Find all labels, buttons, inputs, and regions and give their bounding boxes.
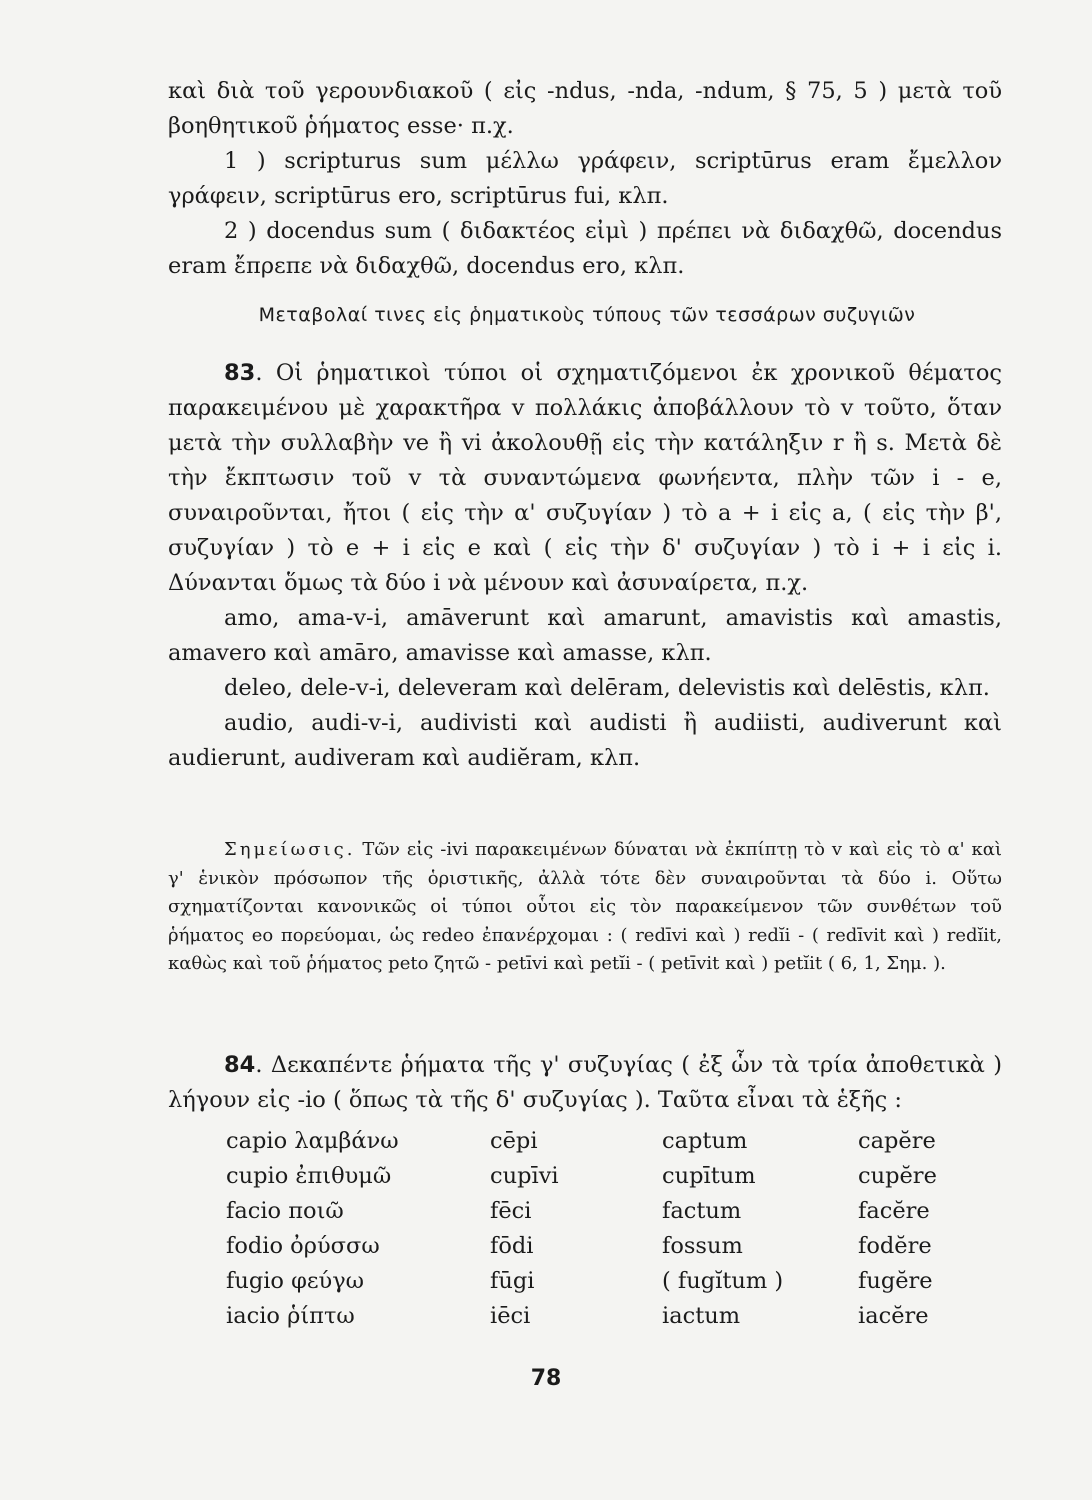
example-audio: audio, audi-v-i, audivisti καὶ audisti ἢ audiisti, audiverunt καὶ audierunt, audiveram καὶ audiĕram, κλπ. [168,710,1002,771]
verb-present: capio λαμβάνω [226,1128,399,1154]
verb-supine: factum [662,1198,742,1224]
section-83 [168,356,1002,776]
intro-block [168,74,1002,284]
paragraph-84 [168,1048,1002,1118]
verb-present: iacio ῥίπτω [226,1303,355,1329]
page-number: 78 [530,1366,562,1391]
verb-perfect: cupīvi [490,1163,559,1189]
paragraph-83 [168,356,1002,601]
section-heading: Μεταβολαί τινες εἰς ῥηματικοὺς τύπους τῶν τεσσάρων συζυγιῶν [258,304,916,326]
section-number-83: 83 [224,360,256,386]
verb-present: fugio φεύγω [226,1268,364,1294]
verb-supine: ( fugĭtum ) [662,1268,784,1294]
example-amo: amo, ama-v-i, amāverunt καὶ amarunt, amavistis καὶ amastis, amavero καὶ amāro, amavisse καὶ amasse, κλπ. [168,605,1002,666]
periphrastic-item-2: 2 ) docendus sum ( διδακτέος εἰμὶ ) πρέπει νὰ διδαχθῶ, docendus eram ἔπρεπε νὰ διδαχθῶ, docendus ero, κλπ. [168,218,1002,279]
verb-supine: captum [662,1128,748,1154]
example-deleo: deleo, dele-v-i, deleveram καὶ delēram, delevistis καὶ delēstis, κλπ. [224,675,990,701]
verb-infinitive: iacĕre [858,1303,929,1329]
verb-supine: fossum [662,1233,743,1259]
verb-infinitive: fodĕre [858,1233,932,1259]
paragraph-84-text: . Δεκαπέντε ῥήματα τῆς γ' συζυγίας ( ἐξ ὧν τὰ τρία ἀποθετικὰ ) λήγουν εἰς -io ( ὅπως τὰ τῆς δ' συζυγίας ). Ταῦτα εἶναι τὰ ἑξῆς : [168,1052,1002,1113]
verb-present: cupio ἐπιθυμῶ [226,1163,392,1189]
intro-line: καὶ διὰ τοῦ γερουνδιακοῦ ( εἰς -ndus, -nda, -ndum, § 75, 5 ) μετὰ τοῦ βοηθητικοῦ ῥήματος esse· π.χ. [168,78,1002,139]
section-84 [168,1048,1002,1118]
note-block [168,836,1002,979]
verb-infinitive: fugĕre [858,1268,933,1294]
verb-infinitive: cupĕre [858,1163,937,1189]
paragraph-83-text: . Οἱ ῥηματικοὶ τύποι οἱ σχηματιζόμενοι ἐκ χρονικοῦ θέματος παρακειμένου μὲ χαρακτῆρα v πολλάκις ἀποβάλλουν τὸ v τοῦτο, ὅταν μετὰ τὴν συλλαβὴν ve ἢ vi ἀκολουθῇ εἰς τὴν κατάληξιν r ἢ s. Μετὰ δὲ τὴν ἔκπτωσιν τοῦ v τὰ συναντώμενα φωνήεντα, πλὴν τῶν i - e, συναιροῦνται, ἤτοι ( εἰς τὴν α' συζυγίαν ) τὸ a + i εἰς a, ( εἰς τὴν β', συζυγίαν ) τὸ e + i εἰς e καὶ ( εἰς τὴν δ' συζυγίαν ) τὸ i + i εἰς i. Δύνανται ὅμως τὰ δύο i νὰ μένουν καὶ ἀσυναίρετα, π.χ. [168,360,1002,596]
verb-present: fodio ὀρύσσω [226,1233,380,1259]
periphrastic-item-1: 1 ) scripturus sum μέλλω γράφειν, scriptūrus eram ἔμελλον γράφειν, scriptūrus ero, scriptūrus fui, κλπ. [168,148,1002,209]
verb-supine: iactum [662,1303,741,1329]
note-label: Σημείωσις. [224,839,356,860]
verb-perfect: iēci [490,1303,531,1329]
verb-perfect: fēci [490,1198,532,1224]
verb-supine: cupītum [662,1163,756,1189]
section-number-84: 84 [224,1052,256,1078]
note [168,836,1002,979]
verb-perfect: fōdi [490,1233,534,1259]
verb-infinitive: facĕre [858,1198,930,1224]
verb-present: facio ποιῶ [226,1198,344,1224]
verb-perfect: fūgi [490,1268,535,1294]
note-text: Τῶν εἰς -ivi παρακειμένων δύναται νὰ ἐκπίπτῃ τὸ v καὶ εἰς τὸ α' καὶ γ' ἑνικὸν πρόσωπον τῆς ὁριστικῆς, ἀλλὰ τότε δὲν συναιροῦνται τὰ δύο i. Οὕτω σχηματίζονται κανονικῶς οἱ τύποι οὗτοι εἰς τὸν παρακείμενον τῶν συνθέτων τοῦ ῥήματος eo πορεύομαι, ὡς redeo ἐπανέρχομαι : ( redīvi καὶ ) redĭi - ( redīvit καὶ ) redĭit, καθὼς καὶ τοῦ ῥήματος peto ζητῶ - petīvi καὶ petĭi - ( petīvit καὶ ) petĭit ( 6, 1, Σημ. ). [168,839,1002,974]
verb-infinitive: capĕre [858,1128,936,1154]
verb-perfect: cēpi [490,1128,538,1154]
